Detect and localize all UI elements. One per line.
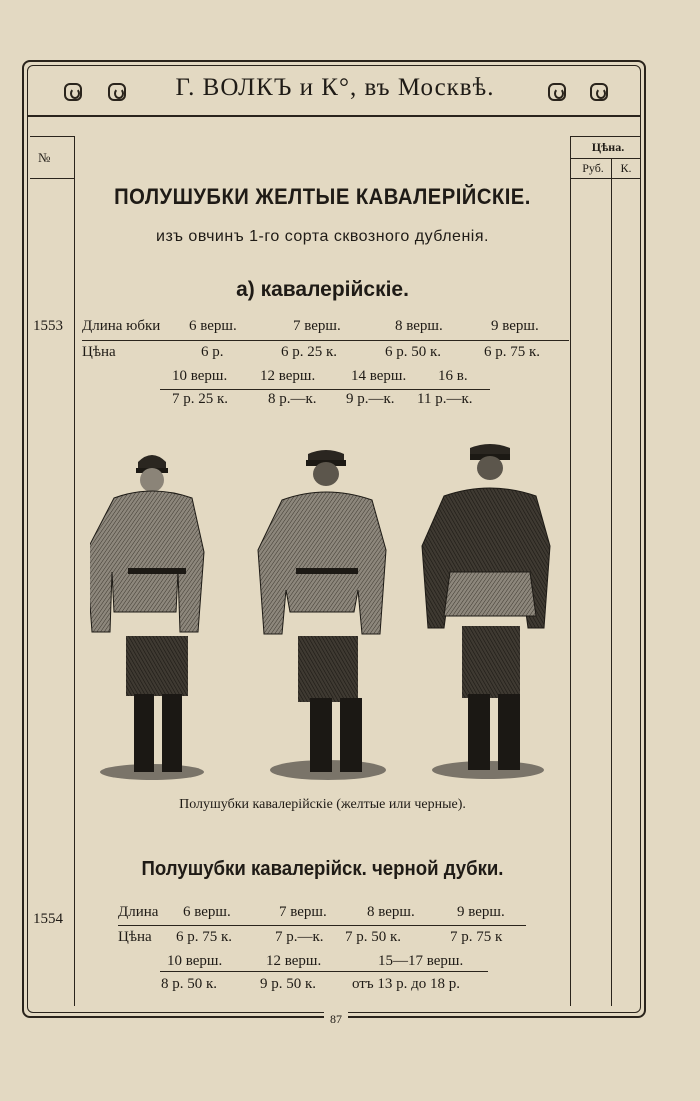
section1-subtitle: изъ овчинъ 1-го сорта сквозного дубленія. <box>156 228 489 245</box>
table-rule <box>160 971 488 972</box>
number-head-top-rule <box>30 136 74 137</box>
length-cell: 6 верш. <box>183 904 231 920</box>
length-cell: 8 верш. <box>395 318 443 334</box>
price-cell: 6 р. 25 к. <box>281 344 338 360</box>
kop-column-label: К. <box>620 161 632 175</box>
length-cell: 7 верш. <box>293 318 341 334</box>
price-cell: 9 р. 50 к. <box>260 976 317 992</box>
section1-subsection: а) кавалерійскіе. <box>236 278 409 301</box>
figure-front <box>90 455 204 780</box>
price-head-top-rule <box>570 136 640 137</box>
ornament-icon <box>590 83 608 101</box>
price-cell: 6 р. 75 к. <box>484 344 541 360</box>
price-cell: 7 р. 75 к <box>450 929 503 945</box>
price-cell: отъ 13 р. до 18 р. <box>352 976 460 992</box>
number-column-label: № <box>38 150 51 165</box>
length-cell: 12 верш. <box>266 953 322 969</box>
figure-back-gathered <box>422 444 550 779</box>
length-cell: 10 верш. <box>172 368 228 384</box>
price-column-label: Цѣна. <box>591 140 625 154</box>
item-number-1553: 1553 <box>33 318 63 334</box>
length-cell: 15—17 верш. <box>378 953 464 969</box>
price-cell: 6 р. 50 к. <box>385 344 442 360</box>
price-label: Цѣна <box>82 344 116 360</box>
price-label: Цѣна <box>118 929 152 945</box>
number-column-rule <box>74 136 75 1006</box>
length-cell: 7 верш. <box>279 904 327 920</box>
price-cell: 6 р. 75 к. <box>176 929 233 945</box>
rub-column-label: Руб. <box>582 161 604 175</box>
coat-illustration <box>90 432 560 787</box>
table-rule <box>160 389 490 390</box>
table-rule <box>118 925 526 926</box>
price-cell: 6 р. <box>201 344 224 360</box>
price-cell: 11 р.—к. <box>417 391 473 407</box>
length-cell: 9 верш. <box>491 318 539 334</box>
company-title: Г. ВОЛКЪ и К°, въ Москвѣ. <box>175 74 495 101</box>
price-cell: 8 р. 50 к. <box>161 976 218 992</box>
price-cell: 7 р. 25 к. <box>172 391 229 407</box>
item-number-1554: 1554 <box>33 911 63 927</box>
figure-back <box>258 450 386 780</box>
length-cell: 10 верш. <box>167 953 223 969</box>
price-cell: 7 р.—к. <box>275 929 324 945</box>
price-cell: 9 р.—к. <box>346 391 395 407</box>
length-cell: 16 в. <box>438 368 468 384</box>
ornament-icon <box>64 83 82 101</box>
number-head-rule <box>30 178 74 179</box>
price-cell: 7 р. 50 к. <box>345 929 402 945</box>
price-head-rule <box>570 158 640 159</box>
length-cell: 8 верш. <box>367 904 415 920</box>
table-rule <box>82 340 569 341</box>
ornament-icon <box>548 83 566 101</box>
length-label: Длина <box>118 904 159 920</box>
price-cell: 8 р.—к. <box>268 391 317 407</box>
price-column-rule-right <box>640 136 641 1006</box>
illustration-caption: Полушубки кавалерійскіе (желтые или черные). <box>179 797 466 812</box>
price-column-rule-left <box>570 136 571 1006</box>
section2-title: Полушубки кавалерійск. черной дубки. <box>141 858 504 880</box>
length-cell: 9 верш. <box>457 904 505 920</box>
price-subhead-rule <box>570 178 640 179</box>
length-cell: 6 верш. <box>189 318 237 334</box>
price-column-rule-middle <box>611 158 612 1006</box>
length-label: Длина юбки <box>82 318 161 334</box>
section1-title: ПОЛУШУБКИ ЖЕЛТЫЕ КАВАЛЕРІЙСКІЕ. <box>114 184 531 209</box>
page-number: 87 <box>324 1012 348 1027</box>
length-cell: 14 верш. <box>351 368 407 384</box>
length-cell: 12 верш. <box>260 368 316 384</box>
